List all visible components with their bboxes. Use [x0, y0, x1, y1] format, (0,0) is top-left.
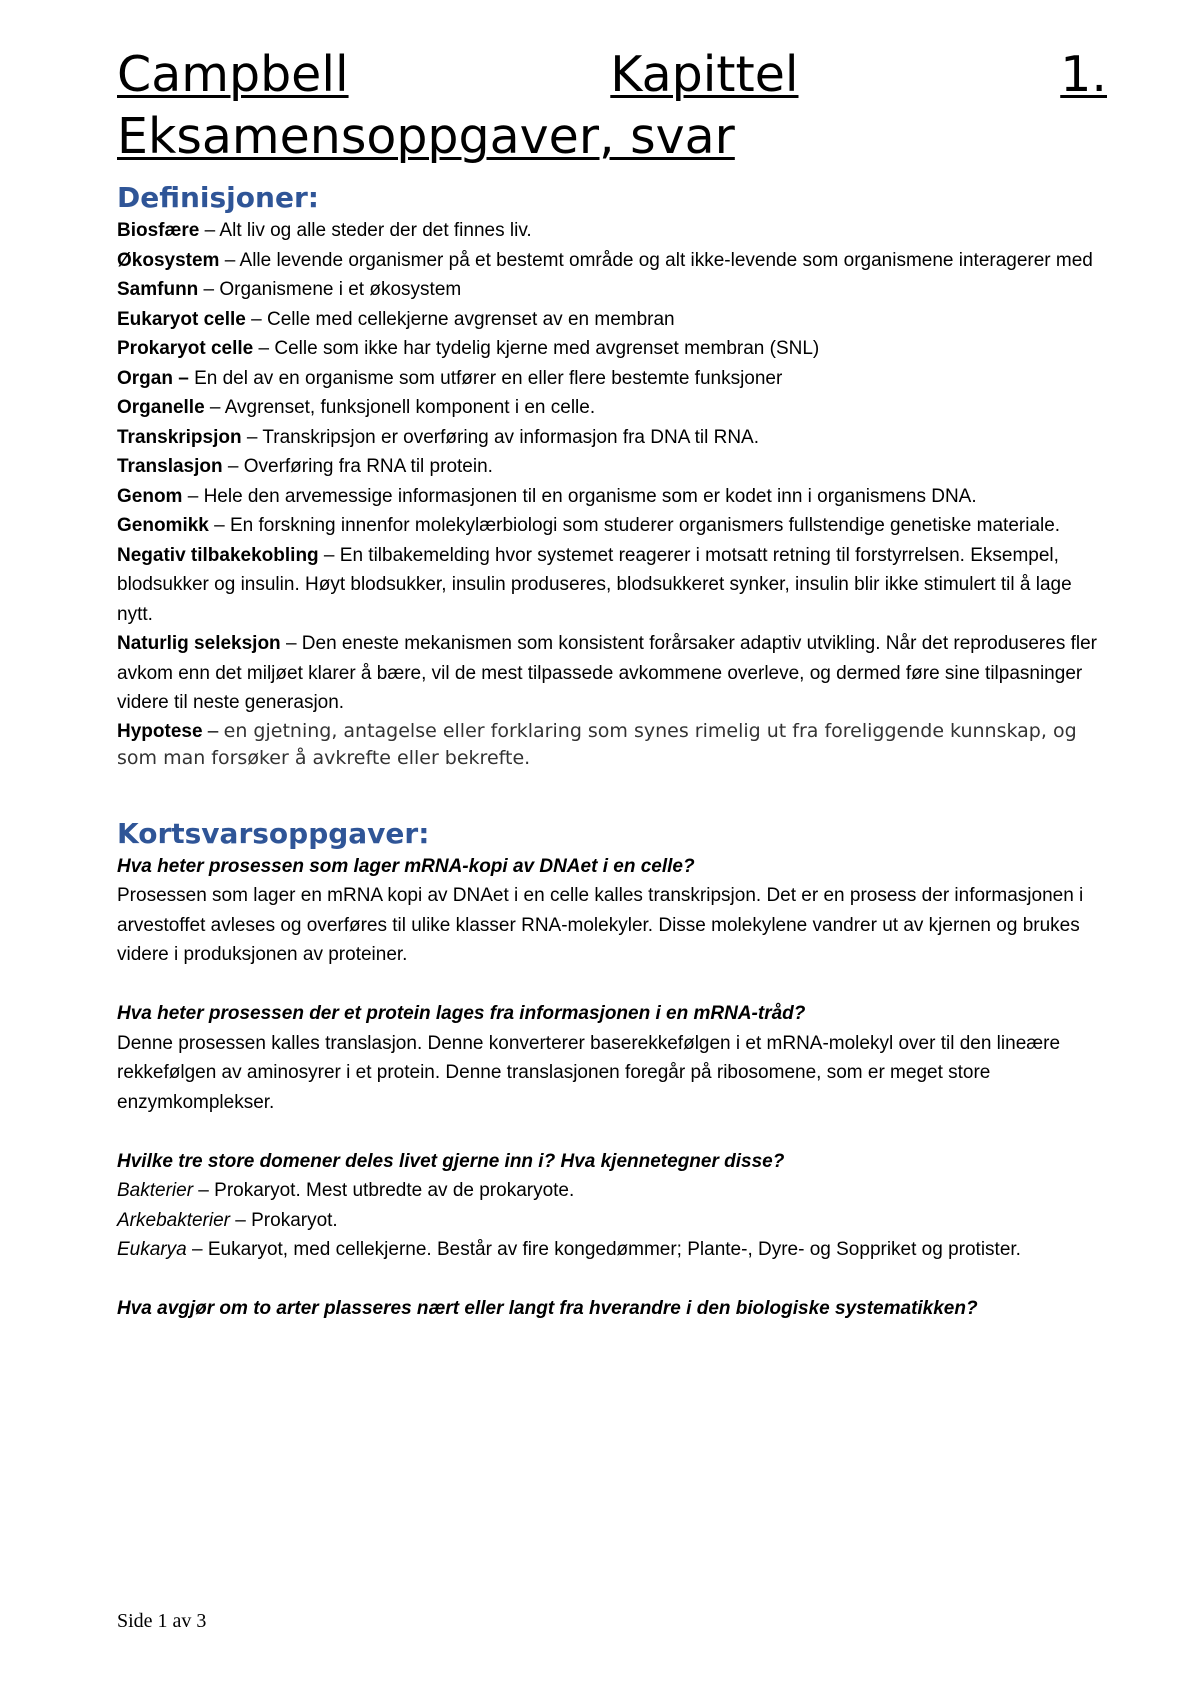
definition-item	[117, 423, 1107, 453]
domain-name: Bakterier	[117, 1180, 194, 1201]
definition-item	[117, 364, 1107, 394]
domain-text: – Prokaryot.	[230, 1209, 338, 1231]
definition-item-hypothesis	[117, 718, 1107, 772]
definition-text: En del av en organisme som utfører en eller flere bestemte funksjoner	[188, 367, 783, 389]
title-line-1	[117, 44, 1107, 106]
page-footer: Side 1 av 3	[117, 1610, 207, 1632]
definition-text: – Avgrenset, funksjonell komponent i en celle.	[204, 397, 596, 418]
definition-text: – Transkripsjon er overføring av informasjon fra DNA til RNA.	[241, 426, 760, 448]
question-1: Hva heter prosessen som lager mRNA-kopi av DNAet i en celle?	[117, 855, 695, 877]
answer-1: Prosessen som lager en mRNA kopi av DNAet i en celle kalles transkripsjon. Det er en prosess der informasjonen i arvestoffet avleses og overføres til ulike klasser RNA-molekyler. Disse molekylene vandrer ut av kjernen og brukes videre i produksjonen av proteiner.	[117, 885, 1084, 965]
definition-text: – Celle med cellekjerne avgrenset av en membran	[245, 308, 675, 330]
title-line-2: Eksamensoppgaver, svar	[117, 108, 735, 165]
definition-item	[117, 393, 1107, 423]
definition-text: – Celle som ikke har tydelig kjerne med avgrenset membran (SNL)	[253, 338, 820, 359]
spacer	[117, 970, 1107, 1000]
question-4: Hva avgjør om to arter plasseres nært eller langt fra hverandre i den biologiske systematikken?	[117, 1298, 978, 1319]
definition-item	[117, 334, 1107, 364]
definition-item	[117, 275, 1107, 305]
definitions-heading: Definisjoner:	[117, 181, 319, 214]
definition-term: Økosystem	[117, 249, 220, 271]
definition-term: Eukaryot celle	[117, 308, 246, 330]
title-word-3: 1.	[1060, 46, 1107, 103]
definition-term: Organ –	[117, 367, 189, 389]
short-answers-list	[117, 852, 1107, 1324]
definition-text: – Den eneste mekanismen som konsistent forårsaker adaptiv utvikling. Når det reproduseres fler avkom enn det miljøet klarer å bære, vil de mest tilpassede avkommene overleve, og dermed føre sine tilpasninger videre til neste generasjon.	[117, 633, 1098, 713]
definition-term: Samfunn	[117, 279, 199, 300]
title-word-2: Kapittel	[610, 46, 799, 103]
definition-term: Translasjon	[117, 456, 223, 477]
short-answers-heading: Kortsvarsoppgaver:	[117, 816, 430, 850]
definition-text: – Alt liv og alle steder der det finnes liv.	[199, 220, 532, 241]
definition-text: – Alle levende organismer på et bestemt område og alt ikke-levende som organismene interagerer med	[219, 249, 1093, 271]
definition-text: – En tilbakemelding hvor systemet reagerer i motsatt retning til forstyrrelsen. Eksempel, blodsukker og insulin. Høyt blodsukker, insulin produseres, blodsukkeret synker, insulin blir ikke stimulert til å lage nytt.	[117, 544, 1072, 625]
definition-term: Transkripsjon	[117, 426, 242, 448]
definition-item	[117, 541, 1107, 630]
definition-text: – En forskning innenfor molekylærbiologi som studerer organismers fullstendige genetiske materiale.	[208, 515, 1061, 536]
definition-term: Organelle	[117, 397, 205, 418]
definition-term: Prokaryot celle	[117, 338, 254, 359]
definition-item	[117, 629, 1107, 718]
definition-text: – Hele den arvemessige informasjonen til en organisme som er kodet inn i organismens DNA.	[182, 485, 977, 507]
definition-item	[117, 246, 1107, 276]
definition-item	[117, 305, 1107, 335]
definition-text: – Overføring fra RNA til protein.	[222, 456, 493, 477]
definition-term: Negativ tilbakekobling	[117, 544, 319, 566]
domain-item	[117, 1206, 1107, 1236]
domain-text: – Prokaryot. Mest utbredte av de prokaryote.	[193, 1180, 575, 1201]
answer-2: Denne prosessen kalles translasjon. Denne konverterer baserekkefølgen i et mRNA-molekyl over til den lineære rekkefølgen av aminosyrer i et protein. Denne translasjonen foregår på ribosomene, som er meget store enzymkomplekser.	[117, 1032, 1061, 1113]
definition-text: – Organismene i et økosystem	[198, 279, 462, 300]
definition-item	[117, 452, 1107, 482]
document-title	[117, 44, 1107, 168]
question-2: Hva heter prosessen der et protein lages fra informasjonen i en mRNA-tråd?	[117, 1003, 806, 1024]
definitions-list	[117, 216, 1107, 772]
definition-term: Naturlig seleksjon	[117, 633, 281, 654]
definition-item	[117, 511, 1107, 541]
spacer	[117, 1265, 1107, 1295]
domain-item	[117, 1235, 1107, 1265]
definition-term: Genomikk	[117, 515, 209, 536]
definition-term: Genom	[117, 485, 183, 507]
definition-item	[117, 482, 1107, 512]
question-3: Hvilke tre store domener deles livet gjerne inn i? Hva kjennetegner disse?	[117, 1150, 785, 1172]
domain-name: Eukarya	[117, 1239, 187, 1260]
definition-dash: –	[202, 720, 224, 742]
definition-term: Biosfære	[117, 220, 200, 241]
title-word-1: Campbell	[117, 46, 349, 103]
domain-item	[117, 1176, 1107, 1206]
spacer	[117, 1117, 1107, 1147]
domain-name: Arkebakterier	[117, 1209, 230, 1231]
definition-term: Hypotese	[117, 720, 203, 742]
definition-item	[117, 216, 1107, 246]
domain-text: – Eukaryot, med cellekjerne. Består av fire kongedømmer; Plante-, Dyre- og Soppriket og protister.	[186, 1239, 1021, 1260]
page-content	[117, 44, 1107, 1324]
definition-text: en gjetning, antagelse eller forklaring som synes rimelig ut fra foreliggende kunnskap, og som man forsøker å avkrefte eller bekrefte.	[117, 719, 1077, 769]
